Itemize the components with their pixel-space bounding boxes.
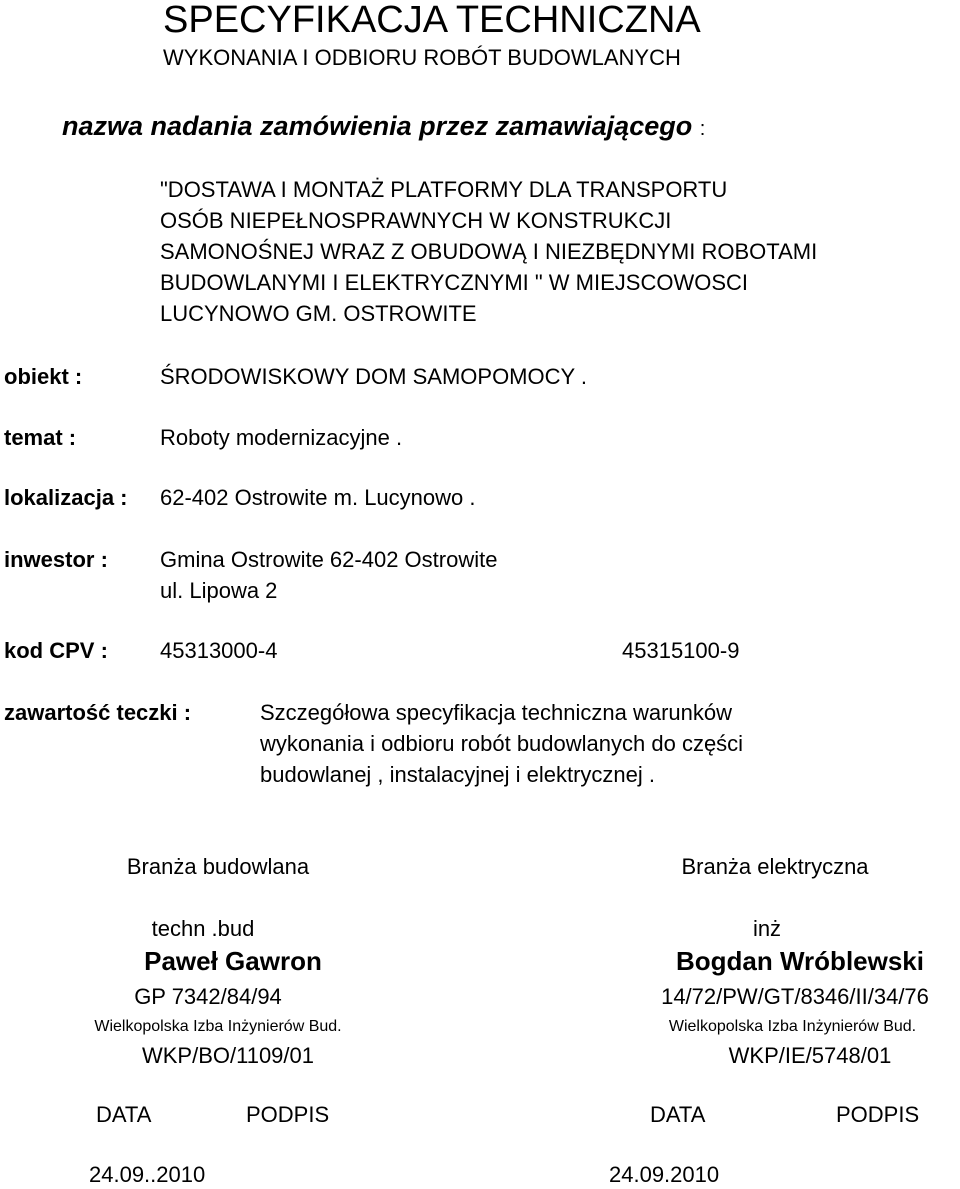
order-line: "DOSTAWA I MONTAŻ PLATFORMY DLA TRANSPORTU <box>160 177 728 202</box>
order-name-colon: : <box>699 118 706 140</box>
order-line: BUDOWLANYMI I ELEKTRYCZNYMI " W MIEJSCOWOSCI <box>160 270 749 295</box>
order-line: LUCYNOWO GM. OSTROWITE <box>160 301 477 326</box>
zawartosc-line-3: budowlanej , instalacyjnej i elektrycznej . <box>260 762 655 787</box>
left-podpis-label: PODPIS <box>246 1102 330 1127</box>
inwestor-line-2: ul. Lipowa 2 <box>160 578 278 603</box>
lokalizacja-label: lokalizacja : <box>4 485 128 510</box>
temat-label: temat : <box>4 425 77 450</box>
document-title: SPECYFIKACJA TECHNICZNA <box>163 0 701 41</box>
zawartosc-line-2: wykonania i odbioru robót budowlanych do części <box>260 731 744 756</box>
right-chamber: Wielkopolska Izba Inżynierów Bud. <box>668 1018 917 1035</box>
document-subtitle: WYKONANIA I ODBIORU ROBÓT BUDOWLANYCH <box>163 45 681 70</box>
left-date: 24.09..2010 <box>89 1162 206 1187</box>
inwestor-label: inwestor : <box>4 547 108 572</box>
order-name-label <box>62 110 705 145</box>
order-description <box>160 174 960 329</box>
order-name-label-text: nazwa nadania zamówienia przez zamawiającego <box>62 111 693 141</box>
left-degree: techn .bud <box>151 916 255 941</box>
right-degree: inż <box>752 916 782 941</box>
right-name: Bogdan Wróblewski <box>676 946 924 976</box>
zawartosc-label: zawartość teczki : <box>4 700 192 725</box>
right-branch: Branża elektryczna <box>681 854 869 879</box>
lokalizacja-value: 62-402 Ostrowite m. Lucynowo . <box>160 485 476 510</box>
cpv-label: kod CPV : <box>4 638 108 663</box>
order-line: SAMONOŚNEJ WRAZ Z OBUDOWĄ I NIEZBĘDNYMI ROBOTAMI <box>160 239 818 264</box>
right-date: 24.09.2010 <box>609 1162 720 1187</box>
obiekt-label: obiekt : <box>4 364 83 389</box>
cpv-code-2: 45315100-9 <box>622 638 740 663</box>
order-line: OSÓB NIEPEŁNOSPRAWNYCH W KONSTRUKCJI <box>160 208 672 233</box>
temat-value: Roboty modernizacyjne . <box>160 425 403 450</box>
zawartosc-line-1: Szczegółowa specyfikacja techniczna warunków <box>260 700 733 725</box>
cpv-code-1: 45313000-4 <box>160 638 278 663</box>
left-chamber: Wielkopolska Izba Inżynierów Bud. <box>94 1018 342 1035</box>
right-license: 14/72/PW/GT/8346/II/34/76 <box>661 984 929 1009</box>
obiekt-value: ŚRODOWISKOWY DOM SAMOPOMOCY . <box>160 364 588 389</box>
left-branch: Branża budowlana <box>126 854 310 879</box>
left-license: GP 7342/84/94 <box>134 984 282 1009</box>
inwestor-line-1: Gmina Ostrowite 62-402 Ostrowite <box>160 547 498 572</box>
left-name: Paweł Gawron <box>144 946 322 976</box>
left-data-label: DATA <box>96 1102 152 1127</box>
right-podpis-label: PODPIS <box>836 1102 920 1127</box>
right-data-label: DATA <box>650 1102 706 1127</box>
right-chamber-number: WKP/IE/5748/01 <box>728 1043 892 1068</box>
left-chamber-number: WKP/BO/1109/01 <box>141 1043 314 1068</box>
